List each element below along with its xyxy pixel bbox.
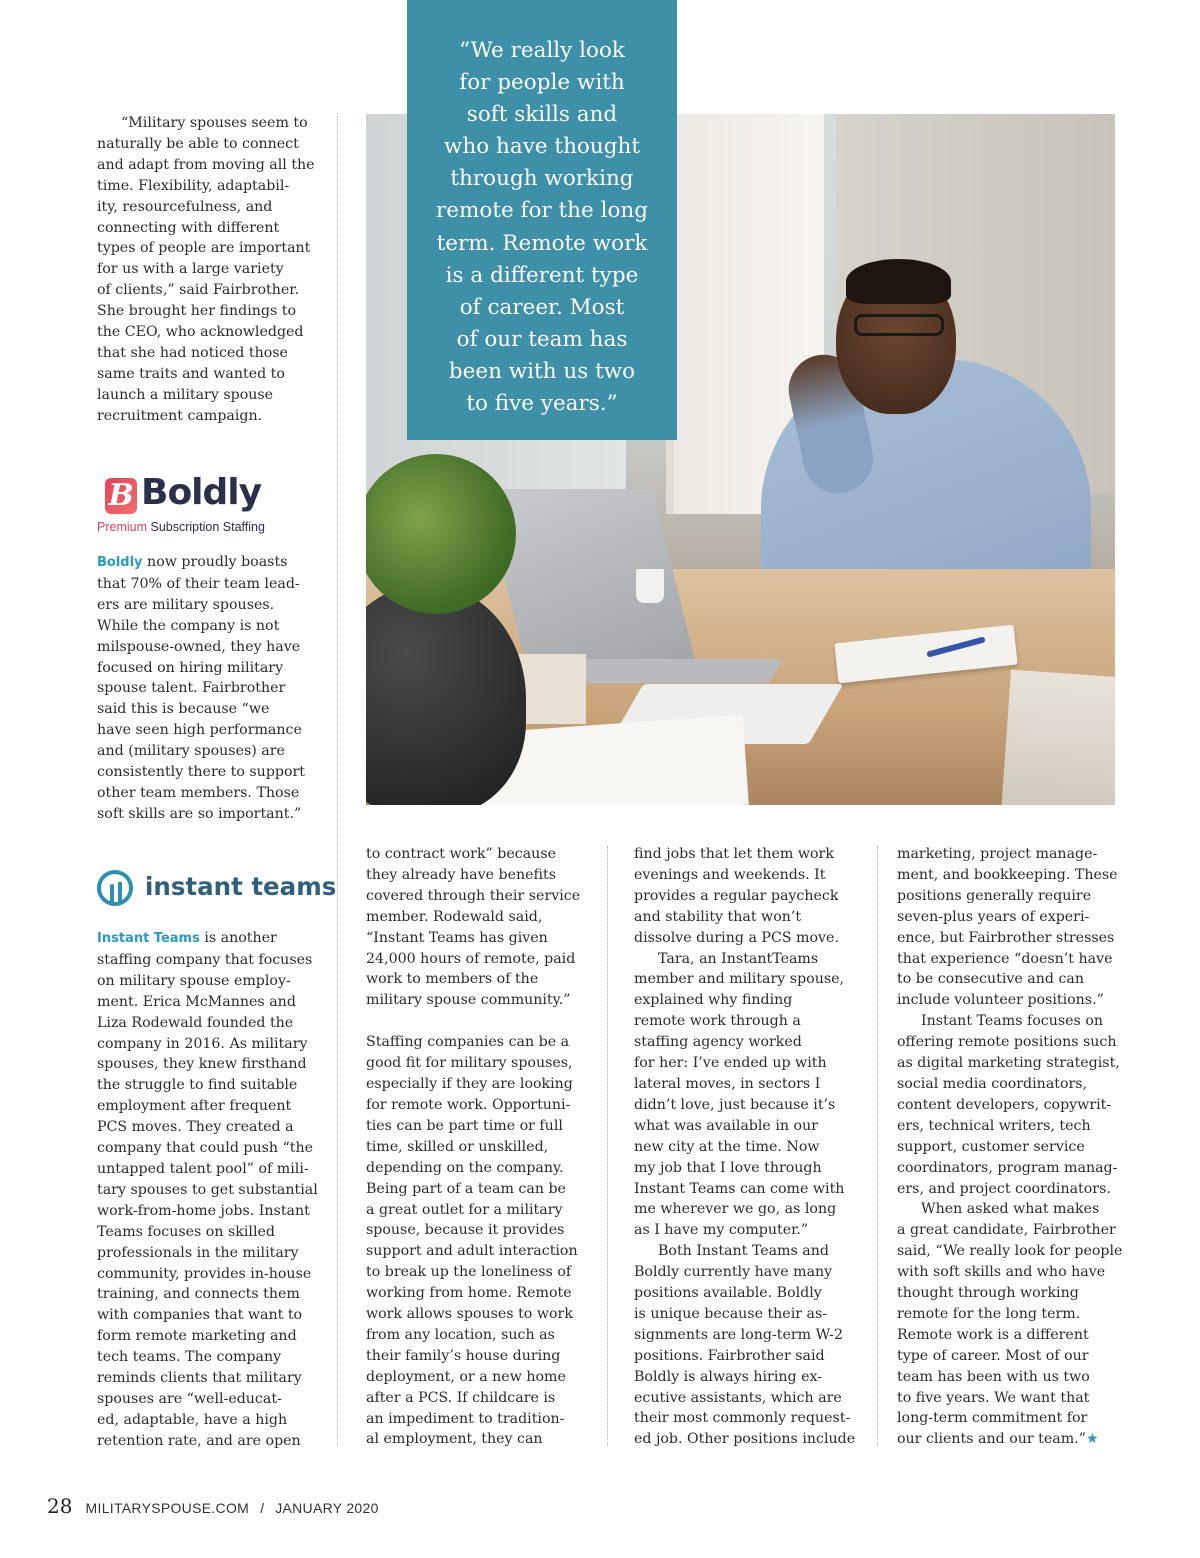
paragraph <box>634 1241 869 1450</box>
text-line: ed job. Other positions include <box>634 1431 856 1448</box>
text-line: on military spouse employ- <box>97 972 291 989</box>
text-line: for us with a large variety <box>97 261 284 278</box>
text-line: training, and connects them <box>97 1286 300 1303</box>
text-line: Both Instant Teams and <box>658 1243 829 1260</box>
text-line: remote work through a <box>634 1013 801 1030</box>
text-line: from any location, such as <box>366 1326 555 1343</box>
text-line: evenings and weekends. It <box>634 866 826 883</box>
column-3 <box>634 844 869 1450</box>
text-line: a great outlet for a military <box>366 1201 563 1218</box>
photo-cup <box>636 569 664 603</box>
photo-man-hair <box>846 259 951 304</box>
text-line: focused on hiring military <box>97 659 284 676</box>
text-line: Boldly is always hiring ex- <box>634 1368 823 1385</box>
text-line: ecutive assistants, which are <box>634 1389 842 1406</box>
text-line: work-from-home jobs. Instant <box>97 1202 310 1219</box>
text-line: new city at the time. Now <box>634 1138 820 1155</box>
text-line: staffing company that focuses <box>97 951 313 968</box>
text-line: said, “We really look for people <box>897 1243 1123 1260</box>
text-line: retention rate, and are open <box>97 1432 301 1449</box>
text-line: time. Flexibility, adaptabil- <box>97 177 290 194</box>
instant-teams-logo <box>97 868 337 914</box>
instant-teams-mark-icon <box>97 870 133 906</box>
text-line: spouse, because it provides <box>366 1222 565 1239</box>
text-line: ed, adaptable, have a high <box>97 1411 288 1428</box>
paragraph <box>634 949 869 1242</box>
pull-quote-line: is a different type <box>445 262 639 288</box>
pull-quote-line: of our team has <box>456 326 628 352</box>
text-line: provides a regular paycheck <box>634 887 839 904</box>
text-line: with companies that want to <box>97 1307 303 1324</box>
text-line: for remote work. Opportuni- <box>366 1096 571 1113</box>
end-star-icon: ★ <box>1085 1431 1099 1448</box>
text-line: untapped talent pool” of mili- <box>97 1160 309 1177</box>
pull-quote-line: remote for the long <box>435 198 649 224</box>
text-line: ment. Erica McMannes and <box>97 993 296 1010</box>
text-line: Boldly currently have many <box>634 1264 833 1281</box>
text-line: deployment, or a new home <box>366 1368 566 1385</box>
paragraph <box>897 1011 1127 1199</box>
text-line: and (military spouses) are <box>97 743 285 760</box>
text-line: spouses are “well-educat- <box>97 1390 282 1407</box>
text-line: ment, and bookkeeping. These <box>897 866 1118 883</box>
text-line: reminds clients that military <box>97 1370 302 1387</box>
text-line: after a PCS. If childcare is <box>366 1389 556 1406</box>
text-line: long-term commitment for <box>897 1410 1088 1427</box>
text-line: dissolve during a PCS move. <box>634 929 839 946</box>
text-line: signments are long-term W-2 <box>634 1326 843 1343</box>
text-line: spouse talent. Fairbrother <box>97 680 286 697</box>
text-line: Remote work is a different <box>897 1326 1089 1343</box>
text-line: ers are military spouses. <box>97 596 275 613</box>
text-line: remote for the long term. <box>897 1305 1081 1322</box>
text-line: member and military spouse, <box>634 971 845 988</box>
text-line: milspouse-owned, they have <box>97 638 301 655</box>
text-line: include volunteer positions.” <box>897 992 1104 1009</box>
instant-teams-paragraph <box>97 928 322 1452</box>
text-line: support, customer service <box>897 1138 1085 1155</box>
text-line: type of career. Most of our <box>897 1347 1089 1364</box>
text-line: “Instant Teams has given <box>366 929 548 946</box>
column-rule <box>337 116 338 1446</box>
column-4 <box>897 844 1127 1450</box>
text-line: professionals in the military <box>97 1244 299 1261</box>
text-line: military spouse community.” <box>366 992 571 1009</box>
text-line: didn’t love, just because it’s <box>634 1096 836 1113</box>
text-line: Tara, an InstantTeams <box>658 950 819 967</box>
text-line: positions generally require <box>897 887 1092 904</box>
boldly-tagline-rest: Subscription Staffing <box>150 520 265 534</box>
text-line: the CEO, who acknowledged <box>97 324 304 341</box>
boldly-paragraph <box>97 552 322 825</box>
text-line: and adapt from moving all the <box>97 156 315 173</box>
text-line: have seen high performance <box>97 722 302 739</box>
pull-quote-line: of career. Most <box>459 294 625 320</box>
text-line: launch a military spouse <box>97 386 274 403</box>
text-line: to be consecutive and can <box>897 971 1085 988</box>
text-line: our clients and our team.” <box>897 1431 1086 1448</box>
text-line: of clients,” said Fairbrother. <box>97 282 300 299</box>
text-line: that 70% of their team lead- <box>97 575 300 592</box>
text-line: ers, technical writers, tech <box>897 1117 1091 1134</box>
text-line: the struggle to find suitable <box>97 1077 298 1094</box>
issue-date: JANUARY 2020 <box>275 1500 379 1516</box>
text-line: Liza Rodewald founded the <box>97 1014 294 1031</box>
text-line: as digital marketing strategist, <box>897 1055 1120 1072</box>
column-2 <box>366 844 598 1450</box>
text-line: now proudly boasts <box>142 554 288 570</box>
text-line: Teams focuses on skilled <box>97 1223 275 1240</box>
text-line: work allows spouses to work <box>366 1306 573 1323</box>
text-line: company that could push “the <box>97 1140 314 1157</box>
publication-name: MILITARYSPOUSE.COM <box>85 1500 250 1516</box>
text-line: a great candidate, Fairbrother <box>897 1222 1116 1239</box>
pull-quote-line: “We really look <box>459 38 625 63</box>
text-line: She brought her findings to <box>97 303 297 320</box>
paragraph <box>897 1199 1127 1450</box>
text-line: with soft skills and who have <box>897 1264 1106 1281</box>
text-line: community, provides in-house <box>97 1265 312 1282</box>
text-line: as I have my computer.” <box>634 1222 809 1239</box>
text-line: recruitment campaign. <box>97 407 263 424</box>
text-line: content developers, copywrit- <box>897 1096 1112 1113</box>
text-line: ence, but Fairbrother stresses <box>897 929 1115 946</box>
text-line: to break up the loneliness of <box>366 1264 572 1281</box>
text-line: said this is because “we <box>97 701 270 718</box>
column-1-intro <box>97 113 322 427</box>
boldly-mark-icon: B <box>105 478 137 514</box>
pull-quote <box>407 0 677 440</box>
boldly-logo <box>97 472 277 538</box>
pull-quote-line: through working <box>450 166 634 192</box>
text-line: Being part of a team can be <box>366 1180 566 1197</box>
text-line: team has been with us two <box>897 1368 1090 1385</box>
text-line: is another <box>199 930 277 946</box>
text-line: form remote marketing and <box>97 1328 297 1345</box>
paragraph <box>634 844 869 949</box>
text-line: member. Rodewald said, <box>366 908 543 925</box>
boldly-lead: Boldly <box>97 555 143 570</box>
text-line: covered through their service <box>366 887 581 904</box>
text-line: social media coordinators, <box>897 1075 1088 1092</box>
text-line: for her: I’ve ended up with <box>634 1055 827 1072</box>
text-line: Staffing companies can be a <box>366 1034 570 1051</box>
text-line: connecting with different <box>97 219 280 236</box>
text-line: marketing, project manage- <box>897 846 1098 862</box>
text-line: and stability that won’t <box>634 908 802 925</box>
text-line: to five years. We want that <box>897 1389 1090 1406</box>
text-line: coordinators, program manag- <box>897 1159 1118 1176</box>
text-line: work to members of the <box>366 971 539 988</box>
boldly-tagline-accent: Premium <box>97 520 148 534</box>
instant-teams-lead: Instant Teams <box>97 931 200 946</box>
column-1-instant-teams <box>97 928 322 1452</box>
text-line: is unique because their as- <box>634 1305 828 1322</box>
text-line: find jobs that let them work <box>634 846 834 862</box>
boldly-tagline <box>97 520 265 534</box>
text-line: other team members. Those <box>97 784 300 801</box>
text-line: While the company is not <box>97 617 280 634</box>
text-line: same traits and wanted to <box>97 365 285 382</box>
paragraph <box>366 844 598 1011</box>
text-line: positions. Fairbrother said <box>634 1347 825 1364</box>
text-line: explained why finding <box>634 992 793 1009</box>
text-line: spouses, they knew firsthand <box>97 1056 307 1073</box>
footer-separator: / <box>260 1500 265 1516</box>
text-line: types of people are important <box>97 240 311 257</box>
text-line: ity, resourcefulness, and <box>97 198 273 215</box>
text-line: tech teams. The company <box>97 1349 282 1366</box>
text-line: soft skills are so important.” <box>97 805 302 822</box>
text-line: ties can be part time or full <box>366 1117 563 1134</box>
text-line: support and adult interaction <box>366 1243 578 1260</box>
text-line: Instant Teams can come with <box>634 1180 845 1197</box>
instant-teams-wordmark: instant teams <box>145 872 337 901</box>
pull-quote-line: soft skills and <box>466 102 618 128</box>
text-line: staffing agency worked <box>634 1034 802 1051</box>
text-line: that experience “doesn’t have <box>897 950 1113 967</box>
text-line: company in 2016. As military <box>97 1035 308 1052</box>
text-line: working from home. Remote <box>366 1285 572 1302</box>
text-line: to contract work” because <box>366 846 557 862</box>
column-rule <box>877 846 878 1446</box>
text-line: positions available. Boldly <box>634 1285 822 1302</box>
text-line: time, skilled or unskilled, <box>366 1138 549 1155</box>
text-line: employment after frequent <box>97 1098 292 1115</box>
text-line: “Military spouses seem to <box>121 115 308 131</box>
text-line: an impediment to tradition- <box>366 1410 565 1427</box>
text-line: what was available in our <box>634 1117 818 1134</box>
text-line: ers, and project coordinators. <box>897 1180 1111 1197</box>
text-line: depending on the company. <box>366 1159 564 1176</box>
text-line: especially if they are looking <box>366 1076 573 1093</box>
text-line: offering remote positions such <box>897 1034 1117 1051</box>
intro-paragraph <box>97 113 322 427</box>
text-line: lateral moves, in sectors I <box>634 1075 821 1092</box>
text-line: tary spouses to get substantial <box>97 1181 318 1198</box>
paragraph <box>897 844 1127 1011</box>
pull-quote-line: for people with <box>459 70 625 96</box>
column-1-boldly <box>97 552 322 825</box>
page-number: 28 <box>47 1494 73 1518</box>
text-line: Instant Teams focuses on <box>921 1013 1104 1030</box>
text-line: seven-plus years of experi- <box>897 908 1090 925</box>
text-line: their family’s house during <box>366 1347 561 1364</box>
page-footer <box>47 1494 379 1518</box>
text-line: thought through working <box>897 1285 1079 1302</box>
pull-quote-line: been with us two <box>448 358 636 384</box>
text-line: good fit for military spouses, <box>366 1055 573 1072</box>
text-line: their most commonly request- <box>634 1410 851 1427</box>
photo-books <box>1001 670 1115 805</box>
text-line: that she had noticed those <box>97 344 288 361</box>
pull-quote-line: to five years.” <box>466 391 618 417</box>
text-line: they already have benefits <box>366 866 556 883</box>
text-line: When asked what makes <box>921 1201 1100 1218</box>
text-line: naturally be able to connect <box>97 135 299 152</box>
text-line: al employment, they can <box>366 1431 543 1448</box>
text-line: 24,000 hours of remote, paid <box>366 950 576 967</box>
text-line: my job that I love through <box>634 1159 822 1176</box>
column-rule <box>607 846 608 1446</box>
pull-quote-line: who have thought <box>444 134 640 160</box>
text-line: PCS moves. They created a <box>97 1119 294 1136</box>
photo-man-glasses <box>854 314 944 336</box>
pull-quote-line: term. Remote work <box>436 230 648 256</box>
text-line: me wherever we go, as long <box>634 1201 837 1218</box>
paragraph <box>366 1032 598 1450</box>
text-line: consistently there to support <box>97 764 306 781</box>
boldly-wordmark: Boldly <box>141 472 262 513</box>
